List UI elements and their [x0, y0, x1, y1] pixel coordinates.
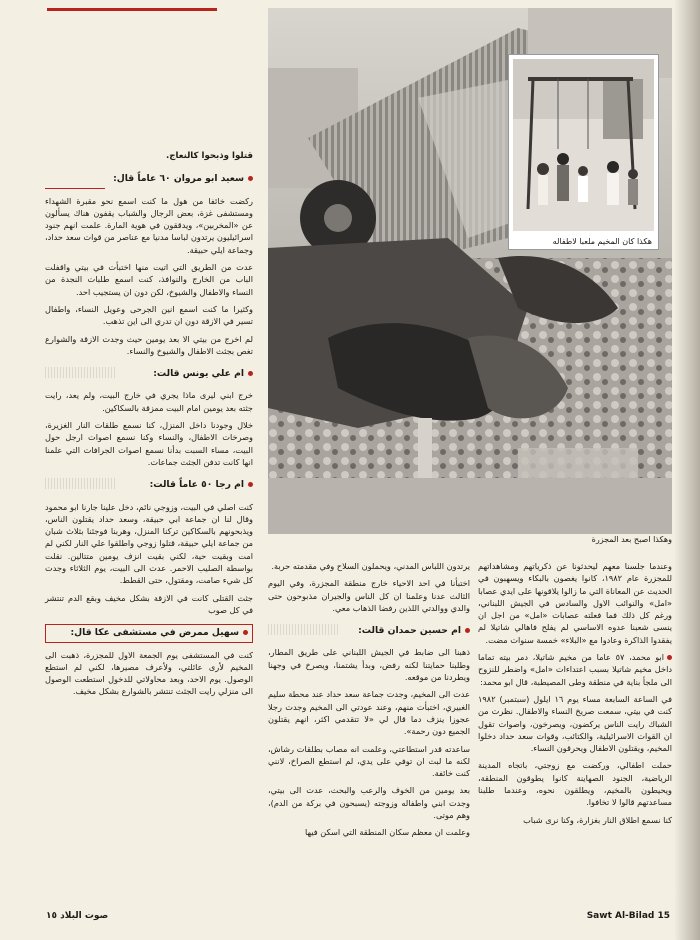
paragraph: ركضت خائفا من هول ما كنت اسمع نحو مقبرة الشهداء ومستشفى غزة، بعض الرجال والشباب يقفون هناك يسألون عن «المخربين»، ويدققون في هوية المارة. علمت انهم جنود اسرائيليون يرتدون لباسا مدنيا مع عناصر من قوات سعد حداد، وجماعة ايلي حبيقة.: [45, 195, 253, 255]
inset-caption: هكذا كان المخيم ملعبا لاطفاله: [552, 237, 652, 246]
paragraph: عدت من الطريق التي اتيت منها اختبأت في بيتي واقفلت الباب من الخارج والنوافذ، كنت اسمع طلبات النجدة من النساء والاطفال والشيوخ، لكن دون ان يستجيب احد.: [45, 262, 253, 297]
paragraph: كنت اصلي في البيت، وزوجي نائم، دخل علينا جارنا ابو محمود وقال لنا ان جماعة ابي حبيقة، وسعد حداد يقتلون الناس، ويذبحونهم بالسكاكين تركنا المنزل، وهربنا فوجئنا بثلاث شبان من جماعة ايلي حبيقة، قتلوا زوجي واطلقوا علي النار لكني لم امت وبقيت حية، لكني بقيت انزف يومين متتالين. نقلت بواسطة الصليب الاحمر. عدت الى البيت، يوم الثلاثاء وجدت كل شيء صامت، ومقتول، حتى القطط.: [45, 501, 253, 586]
paragraph: ذهبنا الى ضابط في الجيش اللبناني على طريق المطار، وطلبنا حمايتنا لكنه رفض، وبدأ يشتمنا، ويصرخ في وجهنا ويطردنا من موقعه.: [268, 647, 470, 683]
column-right: [478, 560, 672, 831]
footer-arabic: صوت البلاد ١٥: [46, 911, 109, 921]
paragraph: خرج ابني ليرى ماذا يجري في خارج البيت، ولم يعد، رايت جثته بعد يومين امام البيت ممزقة بالسكاكين.: [45, 390, 253, 413]
heading-saeed-abu-marwan: [45, 170, 253, 188]
lead-line: قتلوا وذبحوا كالنعاج.: [166, 151, 253, 161]
paragraph: خلال وجودنا داخل المنزل، كنا نسمع طلقات النار الغزيرة، وصرخات الاطفال، والنساء وكنا نسمع اصوات ارجل حول البيت، مساء السبت بدأنا نسمع اصوات الجرافات التي علمنا انها كانت تدفن الجثث جماعات.: [45, 420, 253, 467]
bullet-icon: [248, 482, 253, 487]
heading-stripe: [45, 478, 115, 489]
footer-english: Sawt Al-Bilad 15: [586, 911, 670, 921]
paragraph: جثث القتلى كانت في الازقة بشكل مخيف وبقع الدم تنتشر في كل صوب: [45, 592, 253, 615]
bullet-icon: [667, 655, 672, 660]
heading-text: ام حسين حمدان قالت:: [358, 625, 461, 637]
paragraph: حملت اطفالي، وركضت مع زوجتي، باتجاه المدينة الرياضية، الجنود الصهاينة كانوا يطوقون المنطقة، ويحيطون بالمخيم، ويطلقون نحوه، وعندما طلبنا مساعدتهم قالوا لا تخافوا.: [478, 760, 672, 808]
paragraph: عدت الى المخيم، وجدت جماعة سعد حداد عند محطة سليم الغبيري، اختبأت منهم، وعند عودتي الى المخيم وجدت رجلا عجوزا ينزف دما قال لي «لا تتقدمي اكثر، انهم يقتلون الجميع دون رحمة».: [268, 689, 470, 737]
heading-suhail-nurse: [45, 624, 253, 642]
paragraph: في الساعة السابعة مساء يوم ١٦ ايلول (سبتمبر) ١٩٨٢ كنت في بيتي، سمعت صريخ النساء والاطفال. نظرت من الشباك رايت الناس يركضون، ويصرخون، واصوات تقول ان القوات الاسرائيلية، والكتائب، وقوات سعد حداد دخلوا المخيم، ويقتلون الاطفال ويحرقون النساء.: [478, 693, 672, 754]
page-edge-shadow: [674, 0, 700, 940]
paragraph: ساعدته قدر استطاعتي، وعلمت انه مصاب بطلقات رشاش، لكنه ما لبث ان توفي على يدي، لم استطع الصراخ، لانني كنت خائفة.: [268, 743, 470, 779]
heading-stripe: [268, 624, 338, 635]
heading-text: سهيل ممرض في مستشفى عكا قال:: [70, 627, 239, 639]
paragraph: وكثيرا ما كنت اسمع انين الجرحى وعويل النساء، واطفال تسير في الازقة دون ان تدري الى اين تذهب.: [45, 303, 253, 327]
column-left: [45, 150, 253, 703]
paragraph: كنت في المستشفى يوم الجمعة الاول للمجزرة، ذهبت الى المخيم لأرى عائلتي، ولأعرف مصيرها، لكني لم استطع الوصول. يوم الاحد، وبعد محاولاتي للدخول استطعت الوصول الى منزلي رايت الجثث تنتشر بالشوارع بشكل مخيف.: [45, 649, 253, 697]
paragraph-text: ابو محمد، ٥٧ عاما من مخيم شاتيلا، دمر بيته تماما داخل مخيم شاتيلا بسبب اعتداءات «امل» واضطر للنزوح الى ملجأ بناية في منطقة وطى المصيطبة، قال ابو محمد:: [478, 652, 672, 687]
top-red-rule: [47, 8, 217, 11]
heading-um-ali-younes: [45, 365, 253, 383]
main-photo-caption: وهكذا اصبح بعد المجزرة: [591, 535, 672, 544]
bullet-icon: [248, 371, 253, 376]
paragraph: وعندما جلسنا معهم ليحدثونا عن ذكرياتهم ومشاهداتهم للمجزرة عام ١٩٨٢، كانوا يغصون بالبكاء ويسهبون في الحديث عن المعاناة التي ما زالوا يلاقونها على ايدي عصابا «امل» والنوائب الاول والسادس في الجيش اللبناني، ورغم كل ذلك فما فعلته عصابات «امل» من اجل ان ينسى شعبنا عدوه الاساسي لم يفلح فاهالي شاتيلا لم يفقدوا الذاكرة وعادوا مع «البلاء» خمسة سنوات مضت.: [478, 561, 672, 645]
playground-illustration: [513, 59, 654, 231]
heading-text: ام رجا ٥٠ عاماً قالت:: [149, 479, 244, 491]
paragraph: اختبأنا في احد الاحياء خارج منطقة المجزرة، وفي اليوم الثالث عدنا وعلمنا ان كل الناس والجيران مذبوحون حتى والدي ووالدتي اللذين رفضا الذهاب معي.: [268, 578, 470, 613]
heading-um-hussein-hamdan: [268, 622, 470, 640]
heading-stripe: [45, 367, 115, 378]
paragraph: لم اخرج من بيتي الا بعد يومين حيث وجدت الازقة والشوارع تغص بجثث الاطفال والشيوخ والنساء.: [45, 333, 253, 356]
paragraph: يرتدون اللباس المدني، ويحملون السلاح وفي مقدمته حربة.: [271, 561, 470, 571]
paragraph: وعلمت ان معظم سكان المنطقة التي اسكن فيها: [304, 827, 470, 838]
bullet-icon: [243, 630, 248, 635]
paragraph: بعد يومين من الخوف والرعب والبحث، عدت الى بيتي، وجدت ابني واطفاله وزوجته (يسبحون في بركة من الدم)، وهم موتى.: [268, 785, 470, 821]
heading-um-raja: [45, 476, 253, 494]
paragraph: [478, 651, 672, 688]
heading-rule: [45, 188, 105, 189]
heading-text: ام علي يونس قالت:: [153, 368, 244, 380]
bullet-icon: [248, 176, 253, 181]
column-middle: [268, 560, 470, 844]
paragraph: كنا نسمع اطلاق النار بغزارة، وكنا نرى شباب: [523, 814, 672, 825]
inset-photo: [509, 55, 658, 249]
bullet-icon: [465, 628, 470, 633]
heading-text: سعيد ابو مروان ٦٠ عاماً قال:: [113, 173, 244, 185]
